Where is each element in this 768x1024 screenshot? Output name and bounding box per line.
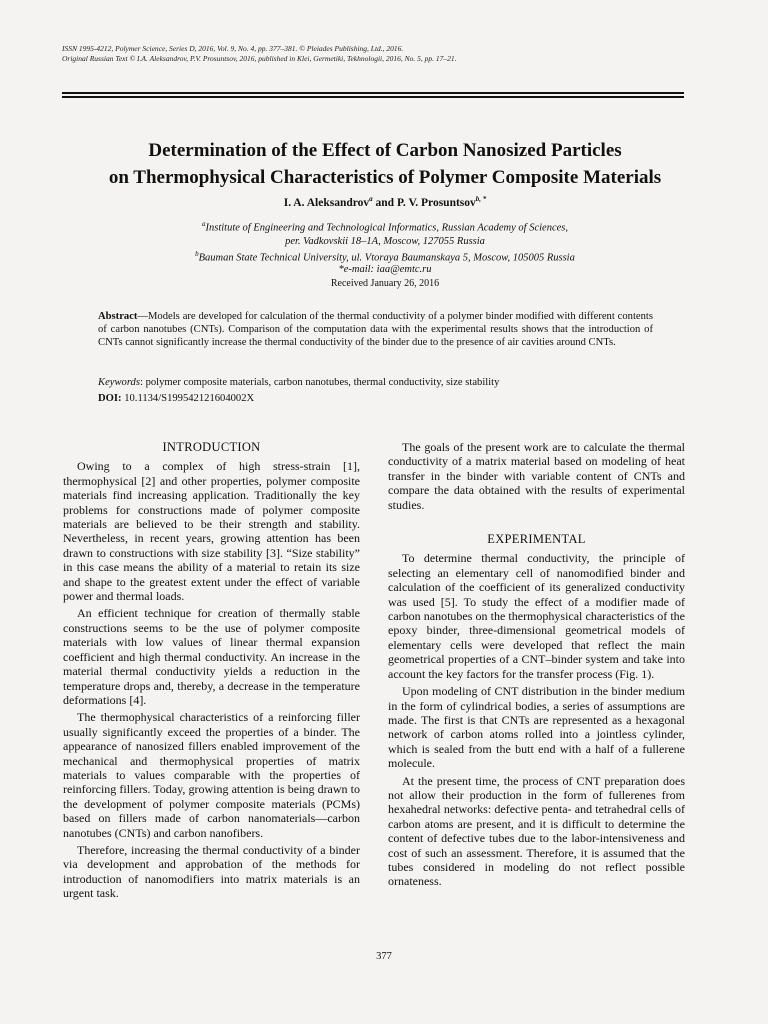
paragraph: Upon modeling of CNT distribution in the binder medium in the form of cylindrical bodies, a series of assumptions are made. The first is that CNTs are represented as a hexagonal network of carbon atoms rolled into a jointless cylinder, which is sealed from the butt end with a half of a fullerene molecule. bbox=[388, 684, 685, 771]
journal-citation-line: ISSN 1995-4212, Polymer Science, Series D, 2016, Vol. 9, No. 4, pp. 377–381. © Pleiades Publishing, Ltd., 2016. bbox=[62, 44, 404, 53]
author-1-sup: a bbox=[369, 195, 373, 203]
author-2-sup: b, * bbox=[475, 195, 487, 203]
abstract-label: Abstract bbox=[98, 311, 138, 322]
original-text-line: Original Russian Text © I.A. Aleksandrov, P.V. Prosuntsov, 2016, published in Klei, Germetiki, Tekhnologii, 2016, No. 5, pp. 17–21. bbox=[62, 54, 457, 63]
section-heading-introduction: INTRODUCTION bbox=[162, 440, 261, 454]
affiliation-b-line: Bauman State Technical University, ul. Vtoraya Baumanskaya 5, Moscow, 105005 Russia bbox=[198, 252, 575, 264]
article-title bbox=[40, 137, 730, 191]
header-rule-bottom bbox=[62, 96, 684, 98]
title-line-2: on Thermophysical Characteristics of Polymer Composite Materials bbox=[108, 167, 662, 188]
affiliation-a-line-1: Institute of Engineering and Technological Informatics, Russian Academy of Sciences, bbox=[205, 222, 568, 234]
received-date: Received January 26, 2016 bbox=[330, 278, 440, 289]
left-column bbox=[63, 440, 360, 904]
paragraph: Owing to a complex of high stress-strain [1], thermophysical [2] and other properties, polymer composite materials find increasing application. Traditionally the key problems for constructions made of polymer composite materials are believed to be their strength and stability. Nevertheless, in recent years, growing attention has been drawn to constructions with size stability [3]. “Size stability” in this case means the ability of a material to retain its size and shape to the greatest extent under the effect of variable power and thermal loads. bbox=[63, 459, 360, 604]
title-line-1: Determination of the Effect of Carbon Nanosized Particles bbox=[148, 140, 622, 161]
doi-label: DOI: bbox=[98, 393, 122, 404]
section-heading-experimental: EXPERIMENTAL bbox=[487, 532, 586, 547]
author-joiner: and bbox=[372, 196, 397, 209]
abstract-text: —Models are developed for calculation of the thermal conductivity of a polymer binder modified with different contents of carbon nanotubes (CNTs). Comparison of the computation data with the experimental results shows that the introduction of CNTs cannot significantly increase the thermal conductivity of the binder due to the presence of air cavities around CNTs. bbox=[98, 311, 653, 348]
paragraph: The goals of the present work are to calculate the thermal conductivity of a matrix material based on modeling of heat transfer in the binder with variable content of CNTs and compare the data obtained with the results of experimental studies. bbox=[388, 440, 685, 512]
author-list bbox=[40, 195, 730, 209]
doi bbox=[98, 392, 653, 405]
paragraph: An efficient technique for creation of thermally stable constructions seems to be the use of polymer composite materials with low values of linear thermal expansion coefficient and high thermal conductivity. An increase in the material thermal conductivity yields a reduction in the temperature drops and, thereby, a decrease in the temperature deformations [4]. bbox=[63, 606, 360, 707]
paragraph: To determine thermal conductivity, the principle of selecting an elementary cell of nanomodified binder and calculation of the coefficient of its generalized conductivity was used [5]. To study the effect of a modifier made of carbon nanotubes on the thermophysical characteristics of the epoxy binder, three-dimensional geometrical models of elementary cells were developed that reflect the main geometrical properties of a CNT–binder system and take into account the key factors for the transfer process (Fig. 1). bbox=[388, 551, 685, 681]
affiliation-a-sup: a bbox=[202, 220, 206, 228]
paragraph: At the present time, the process of CNT preparation does not allow their production in the form of fullerenes from hexahedral networks: defective penta- and tetrahedral cells of carbon atoms are present, and it is difficult to determine the content of defective tubes due to the labor-intensiveness and cost of such an assessment. Therefore, it is assumed that the tubes considered in modeling do not reflect possible ornateness. bbox=[388, 773, 685, 889]
page-number: 377 bbox=[376, 951, 392, 962]
doi-value: 10.1134/S199542121604002X bbox=[121, 393, 255, 404]
right-column bbox=[388, 440, 685, 892]
paragraph: Therefore, increasing the thermal conductivity of a binder via development and approbation of the methods for introduction of nanomodifiers into matrix materials is an urgent task. bbox=[63, 842, 360, 901]
keywords-label: Keywords bbox=[98, 377, 140, 388]
author-2: P. V. Prosuntsov bbox=[396, 196, 476, 209]
affiliation-b-sup: b bbox=[195, 250, 199, 258]
affiliation-a-line-2: per. Vadkovskii 18–1A, Moscow, 127055 Russia bbox=[285, 235, 485, 247]
author-1: I. A. Aleksandrov bbox=[283, 196, 370, 209]
paragraph: The thermophysical characteristics of a reinforcing filler usually significantly exceed the properties of a binder. The appearance of nanosized fillers enabled improvement of the mechanical and thermophysical properties of matrix materials to values comparable with the properties of reinforcing fillers. Today, growing attention is being drawn to the development of polymer composite materials (PCMs) based on fillers made of carbon nanomaterials—carbon nanotubes (CNTs) and carbon nanofibers. bbox=[63, 710, 360, 840]
contact-email: *e-mail: iaa@emtc.ru bbox=[338, 264, 432, 275]
abstract bbox=[98, 310, 653, 349]
journal-header bbox=[62, 44, 702, 64]
keywords-text: : polymer composite materials, carbon nanotubes, thermal conductivity, size stability bbox=[139, 377, 500, 388]
header-rule-top bbox=[62, 92, 684, 94]
keywords bbox=[98, 376, 653, 389]
affiliation-a bbox=[40, 218, 730, 248]
